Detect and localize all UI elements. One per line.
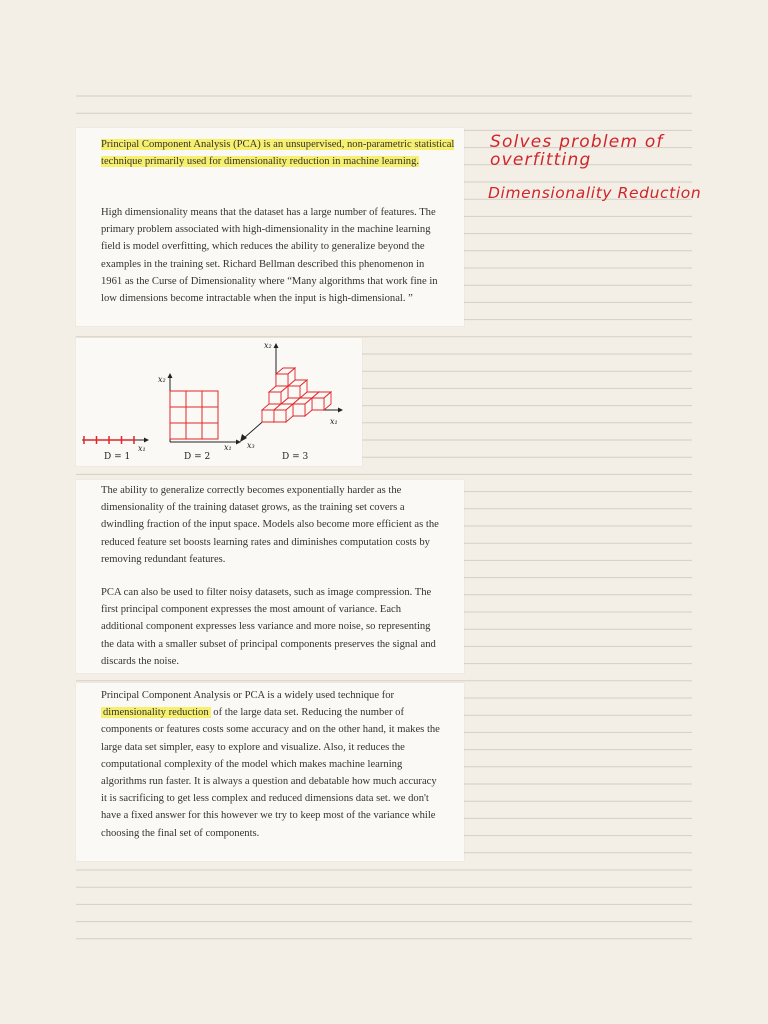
highlighted-definition: Principal Component Analysis (PCA) is an unsupervised, non-parametric statistical technique primarily used for dimensionality reduction in machine learning. <box>101 139 455 168</box>
highlighted-dimensionality-reduction: dimensionality reduction <box>103 707 209 719</box>
d2-label: D = 2 <box>184 452 211 462</box>
d3-x2-label: x₂ <box>264 341 272 350</box>
d2-x2-label: x₂ <box>158 375 166 384</box>
noise-filtering-paragraph: PCA can also be used to filter noisy datasets, such as image compression. The first principal component expresses the most amount of variance. Each additional component expresses less variance and more noise, so representing the data with a smaller subset of principal components preserves the signal and discards the noise. <box>101 587 436 667</box>
d2-grid-diagram <box>158 373 241 462</box>
handwritten-note-line-2: overfitting <box>490 150 592 170</box>
handwritten-note-line-3: Dimensionality Reduction <box>488 184 702 202</box>
d1-line-diagram <box>82 436 149 462</box>
d1-x1-label: x₁ <box>138 444 146 453</box>
pca-summary-paragraph <box>101 687 441 842</box>
d3-label: D = 3 <box>282 452 309 462</box>
high-dimensionality-paragraph: High dimensionality means that the dataset has a large number of features. The primary problem associated with high-dimensionality in the machine learning field is model overfitting, which reduces the ability to generalize beyond the examples in the training set. Richard Bellman described this phenomenon in 1961 as the Curse of Dimensionality where “Many algorithms that work fine in low dimensions become intractable when the input is high-dimensional. ” <box>101 207 438 305</box>
d2-x1-label: x₁ <box>224 443 232 452</box>
dimensionality-figure-card <box>76 338 362 466</box>
generalization-paragraph: The ability to generalize correctly becomes exponentially harder as the dimensionality of the training dataset grows, as the training set covers a dwindling fraction of the input space. Models also become more efficient as the reduced feature set boosts learning rates and diminishes computation costs by removing redundant features. <box>101 485 439 565</box>
pasted-text-card-pca-summary <box>76 683 464 861</box>
handwritten-note-line-1: Solves problem of <box>490 132 664 152</box>
d3-x3-label: x₃ <box>247 441 255 450</box>
d3-cube-diagram <box>240 341 343 462</box>
pasted-text-card-pca-intro <box>76 128 464 326</box>
pasted-text-card-generalization <box>76 480 464 673</box>
curse-of-dimensionality-figure <box>76 338 362 466</box>
d1-label: D = 1 <box>104 452 131 462</box>
pca-definition-text <box>101 136 456 170</box>
summary-text-before: Principal Component Analysis or PCA is a widely used technique for <box>101 690 395 701</box>
d3-x1-label: x₁ <box>330 417 338 426</box>
summary-text-after: of the large data set. Reducing the number of components or features costs some accuracy and on the other hand, it makes the large data set simpler, easy to explore and visualize. Also, it reduces the computational complexity of the model which makes machine learning algorithms run faster. It is always a question and debatable how much accuracy it is sacrificing to get less complex and reduced dimensions data set. we don't have a fixed answer for this however we try to keep most of the variance while choosing the final set of components. <box>101 707 440 839</box>
